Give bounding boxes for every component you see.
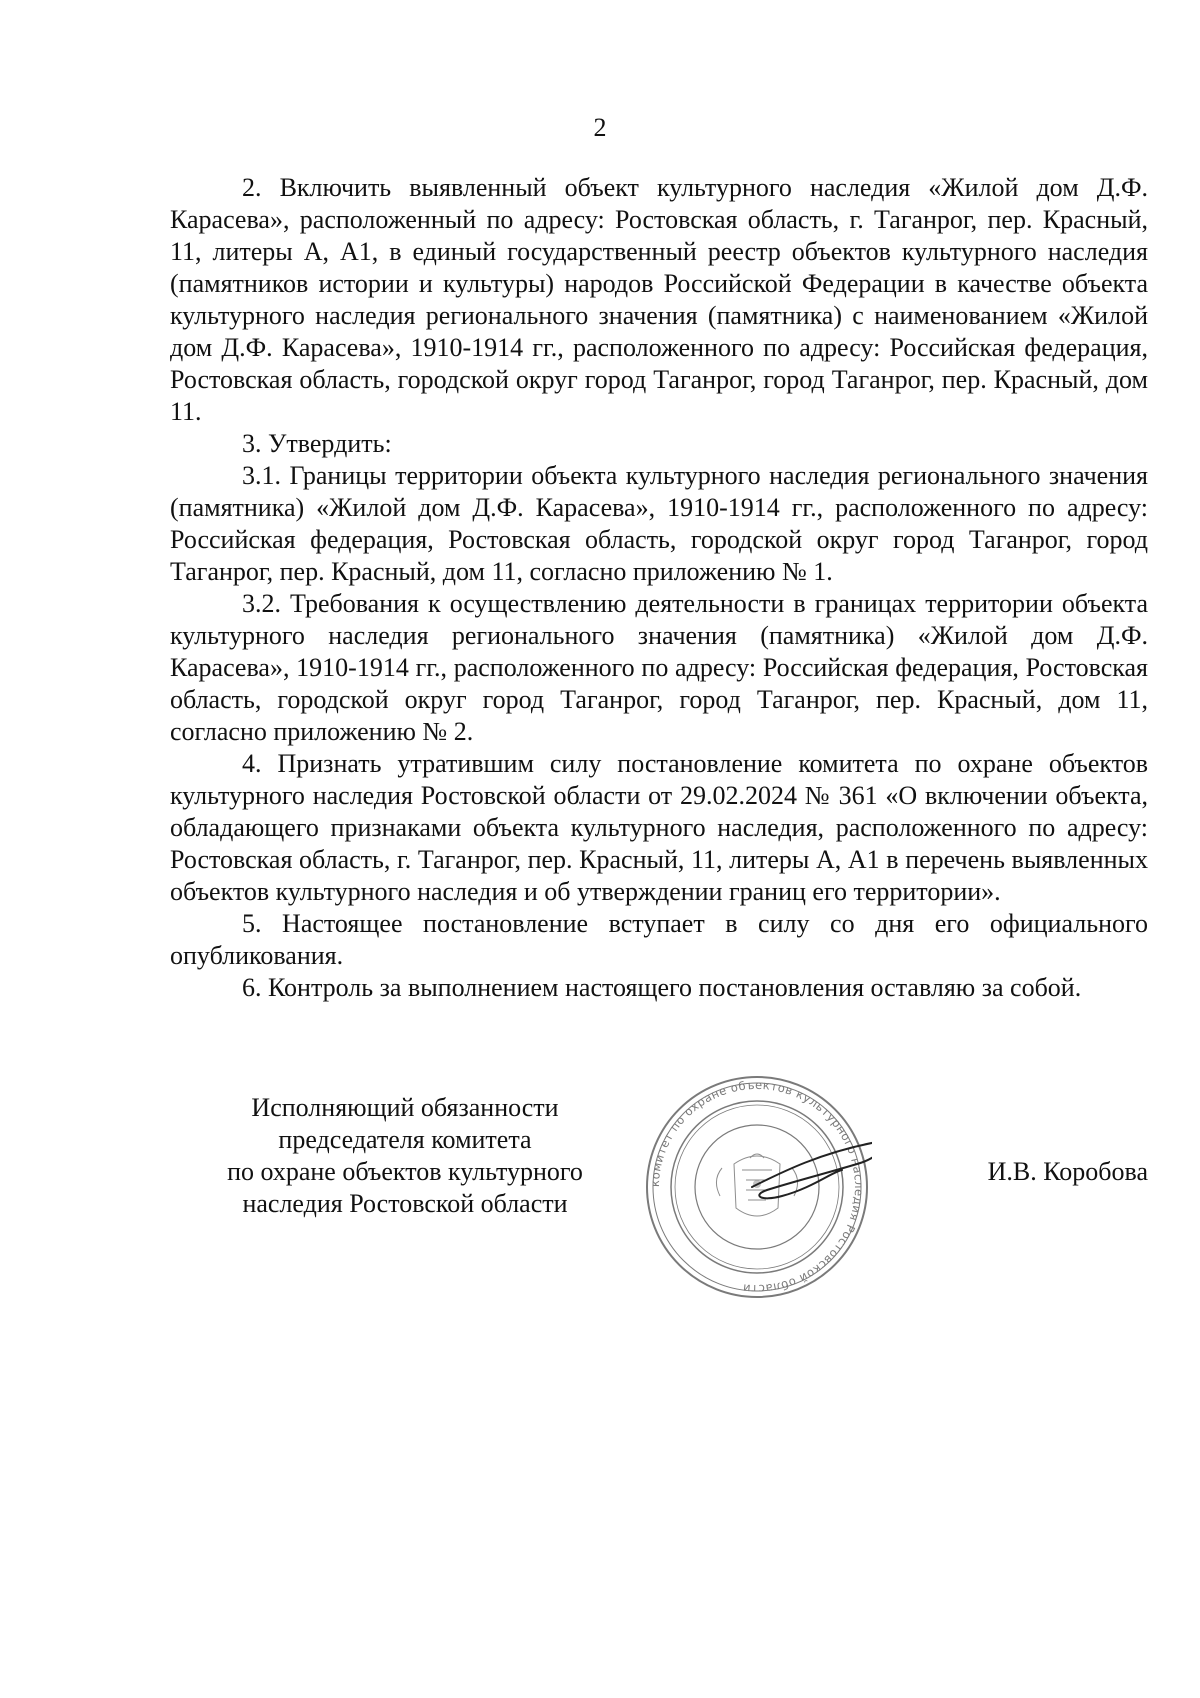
signer-position [190,1092,620,1220]
signer-position-line: Исполняющий обязанности [251,1093,559,1122]
signature-block [170,1077,1148,1312]
signer-position-line: наследия Ростовской области [242,1189,568,1218]
paragraph-4-repeal: 4. Признать утратившим силу постановление комитета по охране объектов культурного наследия Ростовской области от 29.02.2024 № 361 «О включении объекта, обладающего признаками объекта культурного наследия, расположенного по адресу: Ростовская область, г. Таганрог, пер. Красный, 11, литеры А, А1 в перечень выявленных объектов культурного наследия и об утверждении границ его территории». [170,749,1148,906]
signer-position-line: председателя комитета [278,1125,532,1154]
paragraph-5-entry-into-force: 5. Настоящее постановление вступает в силу со дня его официального опубликования. [170,909,1148,970]
paragraph-3-1-territory-boundaries: 3.1. Границы территории объекта культурного наследия регионального значения (памятника) «Жилой дом Д.Ф. Карасева», 1910-1914 гг., расположенного по адресу: Российская федерация, Ростовская область, городской округ город Таганрог, город Таганрог, пер. Красный, дом 11, согласно приложению № 1. [170,461,1148,586]
signer-position-line: по охране объектов культурного [227,1157,583,1186]
paragraph-6-control: 6. Контроль за выполнением настоящего постановления оставляю за собой. [242,973,1082,1002]
paragraph-2-include-in-registry: 2. Включить выявленный объект культурного наследия «Жилой дом Д.Ф. Карасева», расположенный по адресу: Ростовская область, г. Таганрог, пер. Красный, 11, литеры А, А1, в единый государственный реестр объектов культурного наследия (памятников истории и культуры) народов Российской Федерации в качестве объекта культурного наследия регионального значения (памятника) с наименованием «Жилой дом Д.Ф. Карасева», 1910-1914 гг., расположенного по адресу: Российская федерация, Ростовская область, городской округ город Таганрог, город Таганрог, пер. Красный, дом 11. [170,173,1148,426]
svg-text:комитет по охране объектов кул: комитет по охране объектов культурного наследия Ростовской области [647,1077,867,1297]
page-number: 2 [593,113,607,142]
document-body [170,172,1148,1004]
official-seal-icon [642,1072,872,1302]
paragraph-3-2-activity-requirements: 3.2. Требования к осуществлению деятельности в границах территории объекта культурного наследия регионального значения (памятника) «Жилой дом Д.Ф. Карасева», 1910-1914 гг., расположенного по адресу: Российская федерация, Ростовская область, городской округ город Таганрог, город Таганрог, пер. Красный, дом 11, согласно приложению № 2. [170,589,1148,746]
paragraph-3-approve: 3. Утвердить: [242,429,392,458]
signer-name: И.В. Коробова [987,1157,1148,1186]
